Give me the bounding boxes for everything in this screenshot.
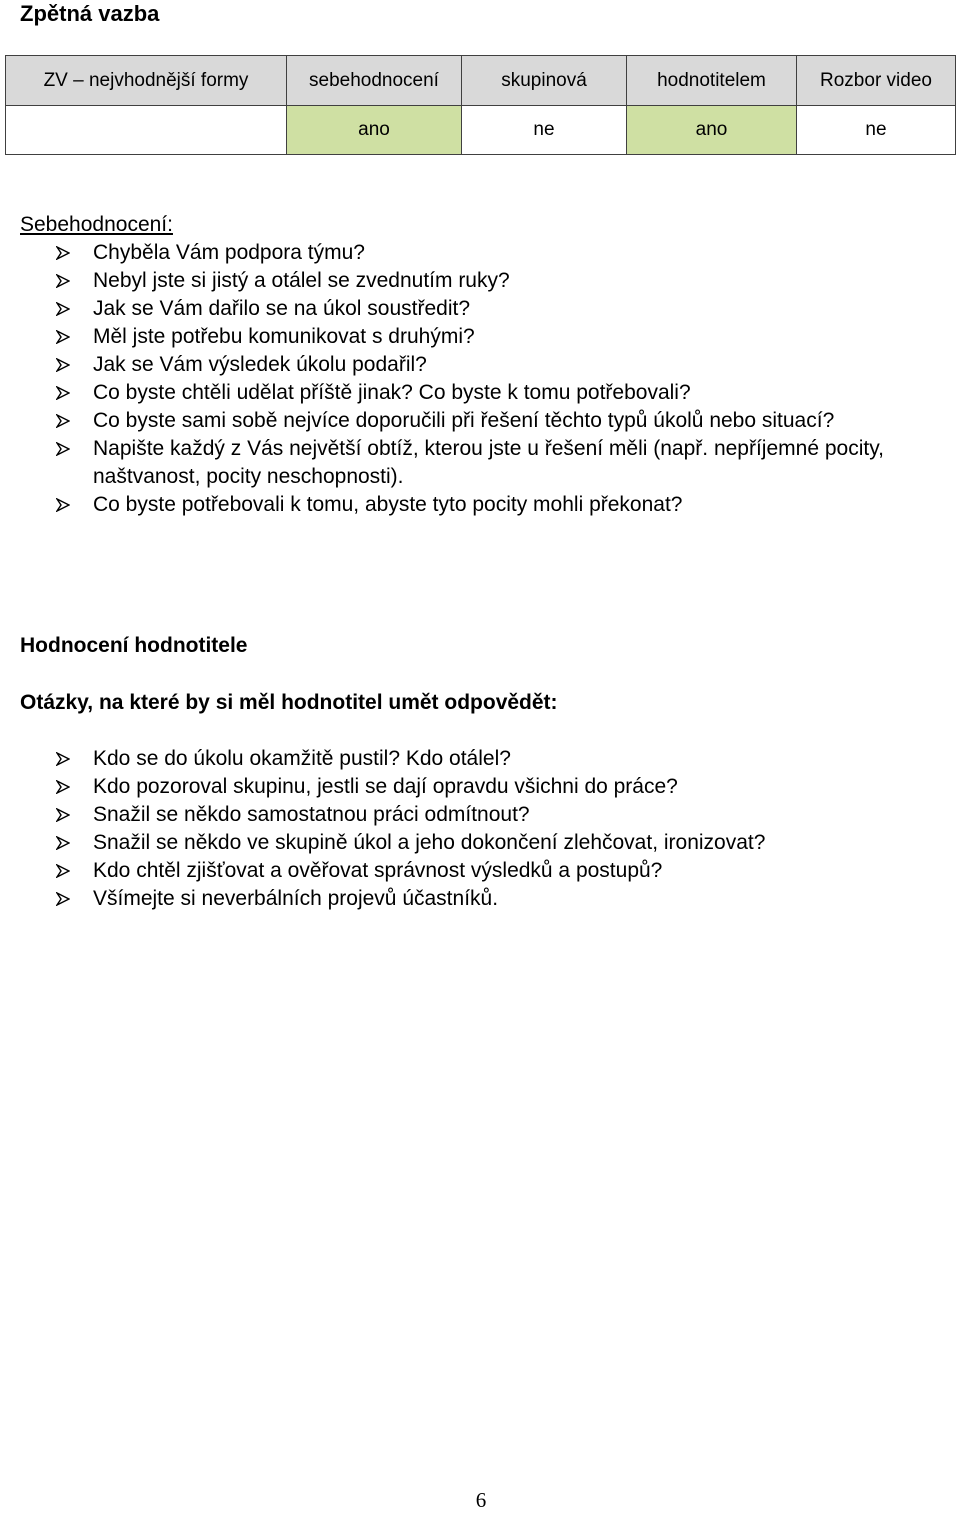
list-item-text: Co byste potřebovali k tomu, abyste tyto pocity mohli překonat? — [93, 493, 683, 516]
list-item-text: Napište každý z Vás největší obtíž, kterou jste u řešení měli (např. nepříjemné pocity, naštvanost, pocity neschopnosti). — [93, 437, 884, 488]
table-header-cell: Rozbor video — [797, 56, 956, 106]
arrowhead-bullet-icon — [56, 892, 70, 906]
arrowhead-bullet-icon — [56, 246, 70, 260]
list-item — [0, 435, 950, 491]
list-item — [0, 491, 950, 519]
list-item — [0, 857, 950, 885]
list-item-text: Co byste chtěli udělat příště jinak? Co byste k tomu potřebovali? — [93, 381, 691, 404]
list-item — [0, 239, 950, 267]
list-item-text: Co byste sami sobě nejvíce doporučili při řešení těchto typů úkolů nebo situací? — [93, 409, 835, 432]
list-item-text: Chyběla Vám podpora týmu? — [93, 241, 365, 264]
table-value-cell: ano — [627, 106, 797, 155]
arrowhead-bullet-icon — [56, 302, 70, 316]
list-item — [0, 745, 950, 773]
arrowhead-bullet-icon — [56, 358, 70, 372]
list-item-text: Jak se Vám výsledek úkolu podařil? — [93, 353, 427, 376]
list-item-text: Měl jste potřebu komunikovat s druhými? — [93, 325, 475, 348]
list-item — [0, 885, 950, 913]
arrowhead-bullet-icon — [56, 836, 70, 850]
table-value-cell: ne — [797, 106, 956, 155]
list-item — [0, 323, 950, 351]
arrowhead-bullet-icon — [56, 864, 70, 878]
list-item — [0, 379, 950, 407]
list-item — [0, 773, 950, 801]
table-value-row — [6, 106, 956, 155]
table-empty-cell — [6, 106, 287, 155]
arrowhead-bullet-icon — [56, 498, 70, 512]
arrowhead-bullet-icon — [56, 442, 70, 456]
evaluator-heading: Hodnocení hodnotitele — [20, 634, 248, 657]
table-value-cell: ne — [462, 106, 627, 155]
self-assessment-heading: Sebehodnocení: — [20, 213, 173, 236]
list-item-text: Jak se Vám dařilo se na úkol soustředit? — [93, 297, 471, 320]
list-item-text: Nebyl jste si jistý a otálel se zvednutím ruky? — [93, 269, 510, 292]
table-header-cell: hodnotitelem — [627, 56, 797, 106]
list-item-text: Kdo se do úkolu okamžitě pustil? Kdo otálel? — [93, 747, 511, 770]
list-item — [0, 829, 950, 857]
evaluator-question-list — [0, 745, 950, 913]
list-item — [0, 351, 950, 379]
arrowhead-bullet-icon — [56, 274, 70, 288]
arrowhead-bullet-icon — [56, 414, 70, 428]
list-item — [0, 295, 950, 323]
self-assessment-list — [0, 239, 950, 519]
arrowhead-bullet-icon — [56, 808, 70, 822]
list-item-text: Všímejte si neverbálních projevů účastníků. — [93, 887, 499, 910]
page-number: 6 — [475, 1488, 487, 1512]
table-value-cell: ano — [287, 106, 462, 155]
table-header-cell: sebehodnocení — [287, 56, 462, 106]
arrowhead-bullet-icon — [56, 330, 70, 344]
arrowhead-bullet-icon — [56, 752, 70, 766]
list-item-text: Snažil se někdo samostatnou práci odmítnout? — [93, 803, 530, 826]
evaluator-subheading: Otázky, na které by si měl hodnotitel umět odpovědět: — [20, 691, 558, 714]
list-item — [0, 407, 950, 435]
arrowhead-bullet-icon — [56, 386, 70, 400]
list-item-text: Snažil se někdo ve skupině úkol a jeho dokončení zlehčovat, ironizovat? — [93, 831, 766, 854]
page-title: Zpětná vazba — [20, 1, 160, 26]
list-item — [0, 267, 950, 295]
feedback-forms-table — [5, 55, 956, 155]
arrowhead-bullet-icon — [56, 780, 70, 794]
list-item-text: Kdo pozoroval skupinu, jestli se dají opravdu všichni do práce? — [93, 775, 678, 798]
list-item-text: Kdo chtěl zjišťovat a ověřovat správnost výsledků a postupů? — [93, 859, 663, 882]
table-header-cell: skupinová — [462, 56, 627, 106]
table-header-row — [6, 56, 956, 106]
list-item — [0, 801, 950, 829]
table-row-label: ZV – nejvhodnější formy — [6, 56, 287, 106]
